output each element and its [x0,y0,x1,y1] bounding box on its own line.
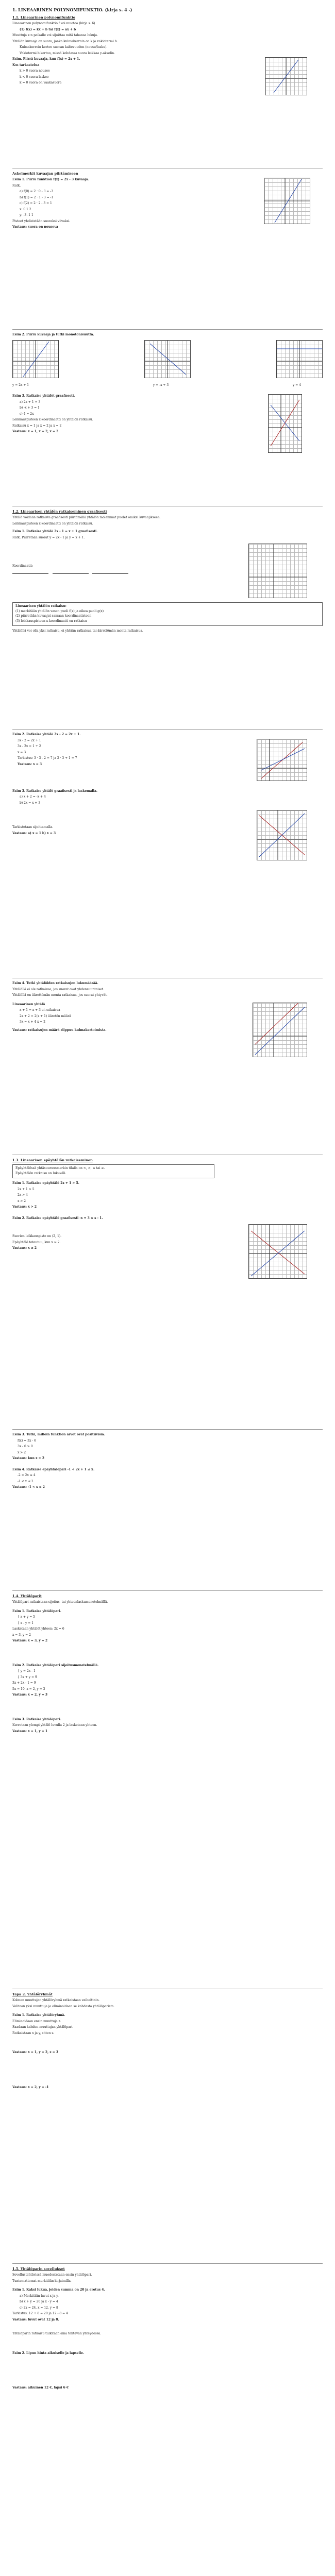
equation: b) -x + 3 = 1 [20,406,40,410]
example-header: Esim 1. Ratkaise yhtälöryhmä. [12,2013,65,2018]
blank-line[interactable] [53,570,89,574]
table-row: 3x = x + 4 x = 2 [20,1020,46,1024]
text-line: 3x + 2x - 1 = 9 [12,1681,36,1685]
section-1-5 [12,2267,323,2576]
example-header: Esim 3. Tutki, milloin funktion arvot ovat positiivisia. [12,1433,105,1436]
section-title: 1.3. Lineaarisen epäyhtälön ratkaiseminen [12,1158,93,1162]
line-graph [277,341,322,378]
line-graph [265,58,307,95]
section-inequality [12,1158,323,1426]
box-title: Lineaarisen yhtälön ratkaisu: [15,604,66,608]
formula-forms: (1) f(x) = kx + b tai f(x) = ax + b [20,27,76,31]
answer: Vastaus: x = 1, y = 2, z = 3 [12,2050,59,2055]
example-row [12,1003,323,1057]
example-header: Esim 1. Ratkaise epäyhtälö 2x + 1 > 5. [12,1181,79,1185]
case-item: k < 0 suora laskee [20,75,49,79]
text-line: Yhtälön kuvaaja on suora, jonka kulmakerroin on k ja vakiotermi b. [12,39,118,43]
graph-line [261,749,305,770]
blank-label: Koordinaatit: [12,564,33,568]
note: Epäyhtälö toteutuu, kun x ≥ 2. [12,1240,61,1244]
graph-row [12,340,323,378]
rule-box [12,1164,214,1178]
intro-text: Tuntemattomat merkitään kirjaimilla. [12,2279,72,2283]
equation-block [12,1188,323,1204]
text-line: Kerrotaan ylempi yhtälö luvulla 2 ja lasketaan yhteen. [12,1723,97,1727]
note: Tarkistus: 3 · 3 - 2 = 7 ja 2 · 3 + 1 = 7 [18,756,77,760]
equation: 2x > 4 [18,1193,28,1197]
graph-line [255,1003,305,1044]
system-line: { 3x + y = 9 [18,1675,37,1679]
coordinate-grid [248,544,307,598]
equation: 3x - 6 > 0 [18,1445,33,1448]
answer: Vastaus: kun x > 2 [12,1456,45,1460]
ratk-label: Ratk. [12,183,21,188]
blank-line[interactable] [92,570,128,574]
line-graph [264,178,310,224]
answer: Vastaus: x = 1, x = 2, x = 2 [12,430,59,433]
graph-line [271,405,299,441]
example-header: Esim 2. Piirrä kuvaaja ja tutki monotonisuutta. [12,333,94,336]
line-graph [257,739,307,781]
graph-line [23,342,49,377]
table-header: Lineaarinen yhtälö [12,1002,45,1006]
example-block [12,57,323,95]
box-line: Epäyhtälössä yhtäsuuruusmerkin tilalla on <, >, ≤ tai ≥. [15,1166,105,1171]
system-line: { x - y = 1 [18,1621,34,1625]
answer: Vastaus: ratkaisujen määrä riippuu kulmakertoimista. [12,1028,107,1032]
section-1-4 [12,1594,323,1986]
graph-line [261,742,303,778]
graph-line [150,344,186,375]
function-label: y = 2x + 1 [12,383,29,387]
example-header: Esim 2. Ratkaise yhtälö 3x - 2 = 2x + 1. [12,733,81,736]
section-title: Askelmerkit kuvaajan piirtämiseen [12,172,78,176]
calc-row: c) f(2) = 2 · 2 - 3 = 1 [20,201,52,206]
section-examples [12,333,323,503]
example-header: Esim 4. Ratkaise epäyhtälöpari -1 < 2x + 1 ≤ 5. [12,1467,95,1471]
example-header: Esim 3. Ratkaise yhtälö graafisesti ja laskemalla. [12,789,97,793]
equation: f(x) = 3x - 6 [18,1438,36,1443]
example-row [12,739,323,781]
section-title: 1.5. Yhtälöparin sovellukset [12,2267,65,2271]
section-inequality-b [12,1433,323,1587]
divider [12,1590,323,1591]
equation: x = 3 [18,750,26,754]
blank-lines [12,570,188,574]
example-header: Esim 1. Piirrä funktion f(x) = 2x - 3 kuvaaja. [12,178,90,182]
answer: Vastaus: x = 3 [18,762,42,766]
line-graph [249,544,307,598]
equation-block [12,1473,323,1483]
coordinate-grid [144,340,191,378]
rule-box [12,602,323,626]
calc-row: a) f(0) = 2 · 0 - 3 = -3 [20,190,54,194]
answer: Vastaus: x ≥ 2 [12,1246,37,1250]
example-header: Esim 3. Ratkaise yhtälöt graafisesti. [12,394,75,398]
blank-line[interactable] [12,570,48,574]
equation: c) 4 = 2x [20,412,34,416]
equation-system [12,1669,323,1679]
tail-text: Yhtälöllä voi olla yksi ratkaisu, ei yhtään ratkaisua tai äärettömän monta ratkaisua. [12,629,143,633]
text-line: Saadaan kahden muuttujan yhtälöpari. [12,2025,74,2029]
line-graph [249,1225,307,1278]
equation: 3x - 2x = 1 + 2 [18,744,41,748]
step: a) Merkitään luvut x ja y. [20,2294,59,2298]
example-header: Esim 2. Ratkaise yhtälöpari sijoitusmenetelmällä. [12,1663,99,1667]
bullet-item: Vakiotermi b kertoo, missä kohdassa suora leikkaa y-akselin. [20,51,115,55]
example-row [12,394,323,453]
equation: 3x - 2 = 2x + 1 [18,738,41,742]
answer: Vastaus: aikuinen 12 €, lapsi 6 € [12,2386,69,2390]
example-header: Esim. Piirrä kuvaaja, kun f(x) = 2x + 1. [12,57,80,61]
intro-text: Yhtälö voidaan ratkaista graafisesti piirtämällä yhtälön molemmat puolet omiksi kuvaajikseen. [12,516,161,520]
divider [12,329,323,330]
intro-text: Kolmen muuttujan yhtälöryhmä ratkaistaan vaiheittain. [12,1998,99,2003]
text-line: Yhtälöllä on äärettömän monta ratkaisua, jos suorat yhtyvät. [12,993,108,997]
equation: a) 2x + 1 = 3 [20,400,41,404]
coordinate-grid [248,1224,307,1279]
equation: a) x + 2 = -x + 4 [20,795,46,799]
section-title: 1.4. Yhtälöparit [12,1594,42,1598]
equation: -2 < 2x ≤ 4 [18,1473,36,1477]
graph-row [12,810,323,860]
system-line: { x + y = 5 [18,1615,35,1619]
answer: Vastaus: x = 2, y = 3 [12,1693,48,1697]
section-title: Tapa 2. Yhtälöryhmät [12,1992,53,1996]
example-header: Esim 1. Ratkaise yhtälö 2x - 1 = x + 1 graafisesti. [12,530,98,534]
example-header: Esim 4. Tutki yhtälöiden ratkaisujen lukumäärää. [12,981,98,985]
ratk-text: Ratk. Piirretään suorat y = 2x - 1 ja y = x + 1. [12,535,85,539]
text-line: Yhtälöparin ratkaisu tulkitaan aina tehtävän yhteydessä. [12,2332,102,2336]
line-graph [269,395,301,452]
section-title: 1.1. Lineaarinen polynomifunktio [12,15,75,20]
equation-block [12,1439,323,1455]
graph-line [259,816,305,855]
chapter-title: 1. LINEAARINEN POLYNOMIFUNKTIO. (kirja s. 4 -) [12,7,132,12]
intro-text: Sovellustehtävissä muodostetaan ensin yhtälöpari. [12,2273,92,2277]
step: b) x + y = 20 ja x - y = 4 [20,2300,58,2304]
section-count [12,981,323,1151]
answer: Vastaus: x = 3, y = 2 [12,1639,48,1643]
box-line: (2) piirretään kuvaajat samaan koordinaatistoon [15,614,92,618]
coordinate-grid [264,178,310,224]
example-header: Esim 2. Ratkaise epäyhtälö graafisesti -x + 3 ≤ x - 1. [12,1216,103,1220]
step: c) 2x = 24, x = 12, y = 8 [20,2306,58,2310]
divider [12,2263,323,2264]
calc-row: b) f(1) = 2 · 1 - 3 = -1 [20,195,54,199]
solution-text: Leikkauspisteen x-koordinaatti on yhtälön ratkaisu. [12,418,93,421]
note: Pisteet yhdistetään suoraksi viivaksi. [12,219,71,223]
function-label: y = -x + 3 [153,383,169,387]
mini-title: K:n tarkastelua [12,63,40,67]
table-y: y: -3 -1 1 [20,213,34,217]
coordinate-grid [265,57,307,95]
example-header: Esim 1. Kaksi lukua, joiden summa on 20 ja erotus 4. [12,2288,105,2292]
function-label: y = 4 [292,383,301,387]
check-text: Tarkistetaan sijoittamalla. [12,825,54,829]
line-graph [257,810,307,860]
coordinate-grid [253,1003,307,1057]
coordinate-grid [12,340,59,378]
text-line: Tarkistus: 12 + 8 = 20 ja 12 - 8 = 4 [12,2312,68,2316]
answer: Vastaus: -1 < x ≤ 2 [12,1485,45,1489]
line-graph [253,1003,307,1057]
line-graph [145,341,190,378]
function-labels [12,383,301,389]
section-title: 1.2. Lineaarisen yhtälön ratkaiseminen graafisesti [12,510,107,514]
intro-text: Lineaarinen polynomifunktio f voi muotoa (kirja s. 6) [12,22,95,26]
section-steps [12,172,323,326]
case-item: k = 0 suora on vaakasuora [20,81,62,85]
coordinate-grid [268,394,302,453]
bullet-item: Kulmakerroin kertoo suoran kaltevuuden (nousu/lasku). [20,45,108,49]
line-graph [13,341,58,378]
answer: Vastaus: x = 1, y = 1 [12,1729,48,1733]
answer: Vastaus: luvut ovat 12 ja 8. [12,2317,59,2321]
example-row [12,178,323,231]
equation: x > 2 [18,1450,26,1454]
equation: x > 2 [18,1199,26,1203]
answer: Vastaus: x = 2, y = -1 [12,2085,49,2089]
solution-text: Ratkaisu x = 1 ja x = 2 ja x = 2 [12,423,62,428]
text-line: 5x = 10, x = 2, y = 3 [12,1687,45,1691]
note: Suorien leikkauspiste on (2, 1). [12,1234,62,1239]
divider [12,729,323,730]
box-line: (1) merkitään yhtälön vasen puoli f(x) ja oikea puoli g(x) [15,609,104,613]
section-1-2 [12,510,323,726]
text-line: Yhtälöllä ei ole ratkaisua, jos suorat ovat yhdensuuntaiset. [12,987,105,991]
equation: b) 2x = x + 3 [20,801,41,805]
divider [12,1429,323,1430]
table-row: x + 1 = x + 3 ei ratkaisua [20,1008,60,1012]
case-item: k > 0 suora nousee [20,69,50,73]
coordinate-grid [257,810,307,860]
table-row: 2x + 2 = 2(x + 1) ääretön määrä [20,1014,71,1018]
box-line: Epäyhtälön ratkaisu on lukuväli. [15,1171,66,1175]
answer: Vastaus: a) x = 1 b) x = 3 [12,831,56,835]
example-header: Esim 2. Lipun hinta aikuiselle ja lapselle. [12,2351,85,2355]
answer: Vastaus: x > 2 [12,1205,37,1209]
equation: 2x + 1 > 5 [18,1187,35,1191]
coordinate-grid [276,340,323,378]
table-x: x: 0 1 2 [20,207,31,211]
section-1-2b [12,733,323,975]
text-line: Lasketaan yhtälöt yhteen: 2x = 6 [12,1627,64,1631]
box-line: (3) leikkauspisteen x-koordinaatti on ratkaisu [15,619,87,623]
intro-text: Valitaan yksi muuttuja ja eliminoidaan se kahdesta yhtälöparista. [12,2004,115,2008]
text-line: Muuttuja x:n paikalle voi sijoittaa mitä tahansa lukuja. [12,33,98,38]
intro-text: Leikkauspisteen x-koordinaatti on yhtälön ratkaisu. [12,521,93,526]
graph-row [12,544,323,598]
text-line: Eliminoidaan ensin muuttuja z. [12,2019,61,2023]
example-row [12,1224,323,1279]
equation-system [12,1615,323,1625]
equation: -1 < x ≤ 2 [18,1479,34,1483]
text-line: Ratkaistaan x ja y, sitten z. [12,2031,55,2035]
system-line: { y = 2x - 1 [18,1669,36,1673]
graph-line [255,1007,305,1055]
text-line: x = 3, y = 2 [12,1633,31,1637]
example-header: Esim 3. Ratkaise yhtälöpari. [12,1717,61,1721]
coordinate-grid [257,739,307,781]
section-tapa-2 [12,1992,323,2260]
intro-text: Yhtälöpari ratkaistaan sijoitus- tai yhteenlaskumenetelmällä. [12,1600,108,1604]
section-1-1 [12,15,323,165]
answer: Vastaus: suora on nouseva [12,225,58,229]
example-header: Esim 1. Ratkaise yhtälöpari. [12,1609,61,1613]
